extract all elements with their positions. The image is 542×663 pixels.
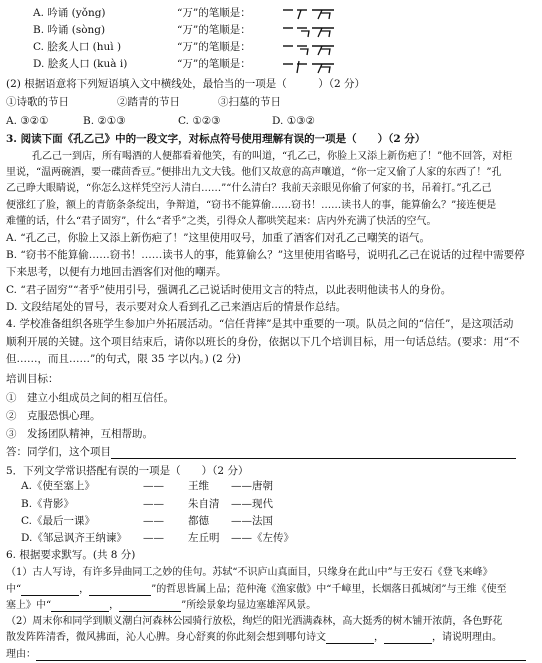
q3-passage-line: 里说，“温两碗酒，要一碟茴香豆。”便排出九文大钱。他们又故意的高声嚷道，“你一定又偷了人家的东西了！”孔 (6, 167, 502, 178)
stroke-order-icon (281, 21, 337, 39)
stroke-order-icon (281, 39, 337, 57)
q5-work: C.《最后一课》 (21, 515, 95, 527)
q6-blank-5[interactable] (326, 632, 374, 644)
q5-era: ——唐朝 (231, 480, 273, 492)
q4-answer (6, 446, 516, 459)
q4-text-line: 4. 学校准备组织各班学生参加户外拓展活动。“信任背摔”是其中重要的一项。队员之间的“信任”，是这项活动 (6, 318, 514, 330)
q6-text: ”所绘景象均显边塞雄浑风景。 (181, 600, 317, 611)
q6-text: ， (79, 584, 90, 595)
q6-text: 中“ (6, 584, 22, 595)
q5-dash: —— (143, 515, 164, 527)
q6-blank-2[interactable] (89, 584, 151, 596)
q6-p1-line1: （1）古人写诗，有许多异曲同工之妙的佳句。苏轼“不识庐山真面目，只缘身在此山中”与王安石《登飞来峰》 (6, 567, 493, 578)
q2-phrase-1: ①诗歌的节日 (6, 96, 69, 108)
q3-option-c[interactable]: C. “君子固穷”“者乎”使用引号，强调孔乙己说话时使用文言的特点，以此表明他读书人的身份。 (6, 284, 452, 296)
q1-option-c-stroke-label: “万”的笔顺是： (177, 41, 251, 53)
q2-option-c[interactable]: C. ①②③ (178, 115, 221, 127)
q2-phrase-3: ③扫墓的节日 (218, 96, 281, 108)
q5-era: ——现代 (231, 498, 273, 510)
q4-answer-blank[interactable] (111, 447, 516, 459)
q6-text: ”的哲思皆属上品；范仲淹《渔家傲》中“千嶂里，长烟落日孤城闭”与王维《使至 (151, 584, 507, 595)
q1-option-d[interactable]: D. 脍炙人口 (kuà i) (33, 58, 128, 70)
q4-answer-prefix: 答：同学们，这个项目 (6, 446, 111, 458)
q4-goal-2: ② 克服恐惧心理。 (6, 410, 101, 422)
q6-reason-blank[interactable] (36, 649, 526, 661)
q6-text: ，请说明理由。 (432, 632, 502, 643)
q1-option-b[interactable]: B. 吟诵 (sòng) (33, 24, 106, 36)
q6-text: 散发阵阵清香，微风拂面，沁人心脾。身心舒爽的你此刻会想到哪句诗文 (6, 632, 326, 643)
q1-option-b-stroke-label: “万”的笔顺是： (177, 24, 251, 36)
q6-p2-line2 (6, 631, 502, 644)
q5-author: 朱自清 (188, 498, 220, 510)
q5-author: 都德 (188, 515, 209, 527)
q5-title: 5．下列文学常识搭配有误的一项是（ ）（2 分） (6, 465, 249, 477)
q6-blank-6[interactable] (384, 632, 432, 644)
q6-blank-1[interactable] (21, 584, 79, 596)
q6-text: ， (374, 632, 384, 643)
q5-work: A.《使至塞上》 (21, 480, 95, 492)
q3-option-b-cont: 下来思考，以便有力地回击酒客们对他的嘲弄。 (6, 266, 227, 278)
q2-option-a[interactable]: A. ③②① (6, 115, 49, 127)
q3-passage-line: 乙己睁大眼睛说，“你怎么这样凭空污人清白……”“什么清白？我前天亲眼见你偷了何家的书，吊着打。”孔乙己 (6, 183, 492, 194)
q3-option-d[interactable]: D. 文段结尾处的冒号，表示要对众人看到孔乙己来酒店后的情景作总结。 (6, 301, 347, 313)
q4-text-line: 顺利开展的关键。这个项目结束后，请你以班长的身份，依据以下几个培训目标，用一句话总结。(要求：用“不 (6, 336, 520, 348)
q3-passage-line: 孔乙己一到店，所有喝酒的人便都看着他笑，有的叫道，“孔乙己，你脸上又添上新伤疤了！”他不回答，对柜 (32, 151, 513, 162)
q5-author: 王维 (188, 480, 209, 492)
q6-p1-line2 (6, 583, 506, 596)
q6-title: 6. 根据要求默写。(共 8 分) (6, 549, 136, 561)
q2-phrase-2: ②踏青的节日 (117, 96, 180, 108)
q6-text: ， (109, 600, 120, 611)
q6-p1-line3 (6, 599, 316, 612)
q4-goals-title: 培训目标： (6, 373, 59, 385)
q5-work: B.《背影》 (21, 498, 75, 510)
q2-option-d[interactable]: D. ①③② (272, 115, 315, 127)
q6-reason-label: 理由： (6, 649, 36, 660)
q1-option-c[interactable]: C. 脍炙人口 (huì ) (33, 41, 122, 53)
q1-option-a[interactable]: A. 吟诵 (yǒng) (33, 7, 106, 19)
q1-option-d-stroke-label: “万”的笔顺是： (177, 58, 251, 70)
q4-text-line: 但……，而且……”的句式，限 35 字以内。) (2 分) (6, 353, 241, 365)
q3-option-a[interactable]: A. “孔乙己，你脸上又添上新伤疤了！”这里使用叹号，加重了酒客们对孔乙己嘲笑的语气。 (6, 232, 430, 244)
q6-p2-line1: （2）周末你和同学到顺义潮白河森林公园骑行放松，绚烂的阳光洒满森林，高大挺秀的树木铺开浓荫，各色野花 (6, 616, 503, 627)
stroke-order-icon (281, 57, 337, 75)
q3-passage-line: 便涨红了脸，额上的青筋条条绽出，争辩道，“窃书不能算偷……窃书！……读书人的事，能算偷么？”接连便是 (6, 200, 497, 211)
q5-dash: —— (143, 532, 164, 544)
q4-goal-1: ① 建立小组成员之间的相互信任。 (6, 392, 174, 404)
q6-blank-3[interactable] (51, 600, 109, 612)
q5-era: ——法国 (231, 515, 273, 527)
q6-reason (6, 648, 526, 661)
q5-dash: —— (143, 498, 164, 510)
q6-blank-4[interactable] (119, 600, 181, 612)
q5-author: 左丘明 (188, 532, 220, 544)
q5-dash: —— (143, 480, 164, 492)
q1-option-a-stroke-label: “万”的笔顺是： (177, 7, 251, 19)
q5-work: D.《邹忌讽齐王纳谏》 (21, 532, 127, 544)
q2-question: (2) 根据语意将下列短语填入文中横线处，最恰当的一项是（ ）（2 分） (6, 78, 365, 90)
q3-passage-line: 难懂的话，什么“君子固穷”，什么“者乎”之类，引得众人都哄笑起来：店内外充满了快活的空气。 (6, 216, 437, 227)
q4-goal-3: ③ 发扬团队精神，互相帮助。 (6, 428, 153, 440)
q6-text: 塞上》中“ (6, 600, 52, 611)
q5-era: ——《左传》 (231, 532, 294, 544)
q2-option-b[interactable]: B. ②①③ (83, 115, 126, 127)
q3-option-b[interactable]: B. “窃书不能算偷……窃书！……读书人的事，能算偷么？”这里使用省略号，说明孔乙己在说话的过程中需要停 (6, 249, 525, 261)
stroke-order-icon (281, 3, 337, 21)
q3-title: 3. 阅读下面《孔乙己》中的一段文字，对标点符号使用理解有误的一项是（ ）（2 分） (6, 133, 426, 145)
